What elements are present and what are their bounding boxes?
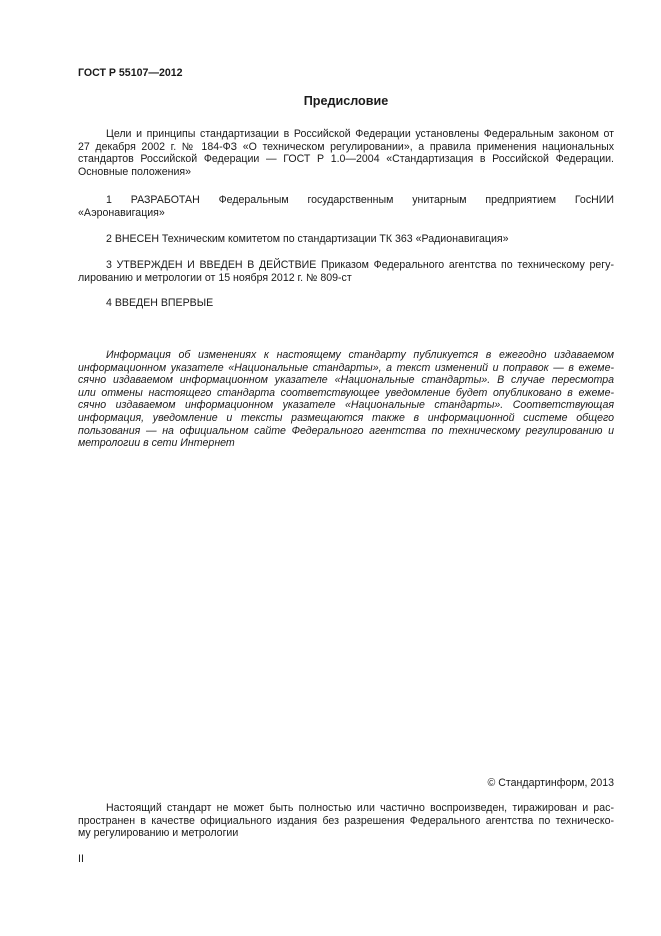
- standard-code-header: ГОСТ Р 55107—2012: [78, 67, 183, 79]
- intro-line: стандартов Российской Федерации — ГОСТ Р 1.0—2004 «Стандартизация в Российской Федерации.: [78, 153, 614, 166]
- amendments-info-paragraph: [78, 349, 614, 450]
- info-line: метрологии в сети Интернет: [78, 437, 235, 450]
- page-number: II: [78, 853, 84, 865]
- copyright-notice: © Стандартинформ, 2013: [487, 777, 614, 789]
- item-4-first-introduced: [78, 297, 614, 310]
- info-line: информационном указателе «Национальные стандарты», а текст изменений и поправок — в ежеме-: [78, 361, 614, 374]
- info-line: Информация об изменениях к настоящему стандарту публикуется в ежегодно издаваемом: [106, 349, 614, 361]
- item-line: 4 ВВЕДЕН ВПЕРВЫЕ: [106, 297, 214, 309]
- reproduction-notice: [78, 802, 614, 840]
- item-3-approved: [78, 259, 614, 284]
- item-2-introduced-by: [78, 233, 614, 246]
- notice-line: му регулированию и метрологии: [78, 827, 239, 840]
- info-line: пользования — на официальном сайте Федерального агентства по техническому регулированию и: [78, 424, 614, 437]
- document-page: [78, 0, 614, 936]
- item-line: 3 УТВЕРЖДЕН И ВВЕДЕН В ДЕЙСТВИЕ Приказом Федерального агентства по техническому регу-: [106, 259, 614, 271]
- intro-line: Цели и принципы стандартизации в Российской Федерации установлены Федеральным законом от: [106, 128, 614, 140]
- info-line: сячно издаваемом информационном указателе «Национальные стандарты». В случае пересмотра: [78, 374, 614, 387]
- item-line: лированию и метрологии от 15 ноября 2012 г. № 809-ст: [78, 271, 352, 284]
- item-line: «Аэронавигация»: [78, 206, 165, 219]
- intro-paragraph: [78, 128, 614, 178]
- info-line: информация, уведомление и тексты размещаются также в информационной системе общего: [78, 411, 614, 424]
- item-1-developed-by: [78, 194, 614, 219]
- item-line: 1 РАЗРАБОТАН Федеральным государственным унитарным предприятием ГосНИИ: [106, 194, 614, 206]
- info-line: или отмены настоящего стандарта соответствующее уведомление будет опубликовано в ежеме-: [78, 386, 614, 399]
- item-line: 2 ВНЕСЕН Техническим комитетом по стандартизации ТК 363 «Радионавигация»: [106, 233, 509, 245]
- notice-line: пространен в качестве официального издания без разрешения Федерального агентства по техническо-: [78, 814, 614, 827]
- page-title: Предисловие: [303, 94, 389, 108]
- intro-line: 27 декабря 2002 г. № 184-ФЗ «О техническом регулировании», а правила применения национальных: [78, 140, 614, 153]
- intro-line: Основные положения»: [78, 165, 192, 178]
- notice-line: Настоящий стандарт не может быть полностью или частично воспроизведен, тиражирован и рас-: [106, 802, 614, 814]
- info-line: сячно издаваемом информационном указателе «Национальные стандарты». Соответствующая: [78, 399, 614, 412]
